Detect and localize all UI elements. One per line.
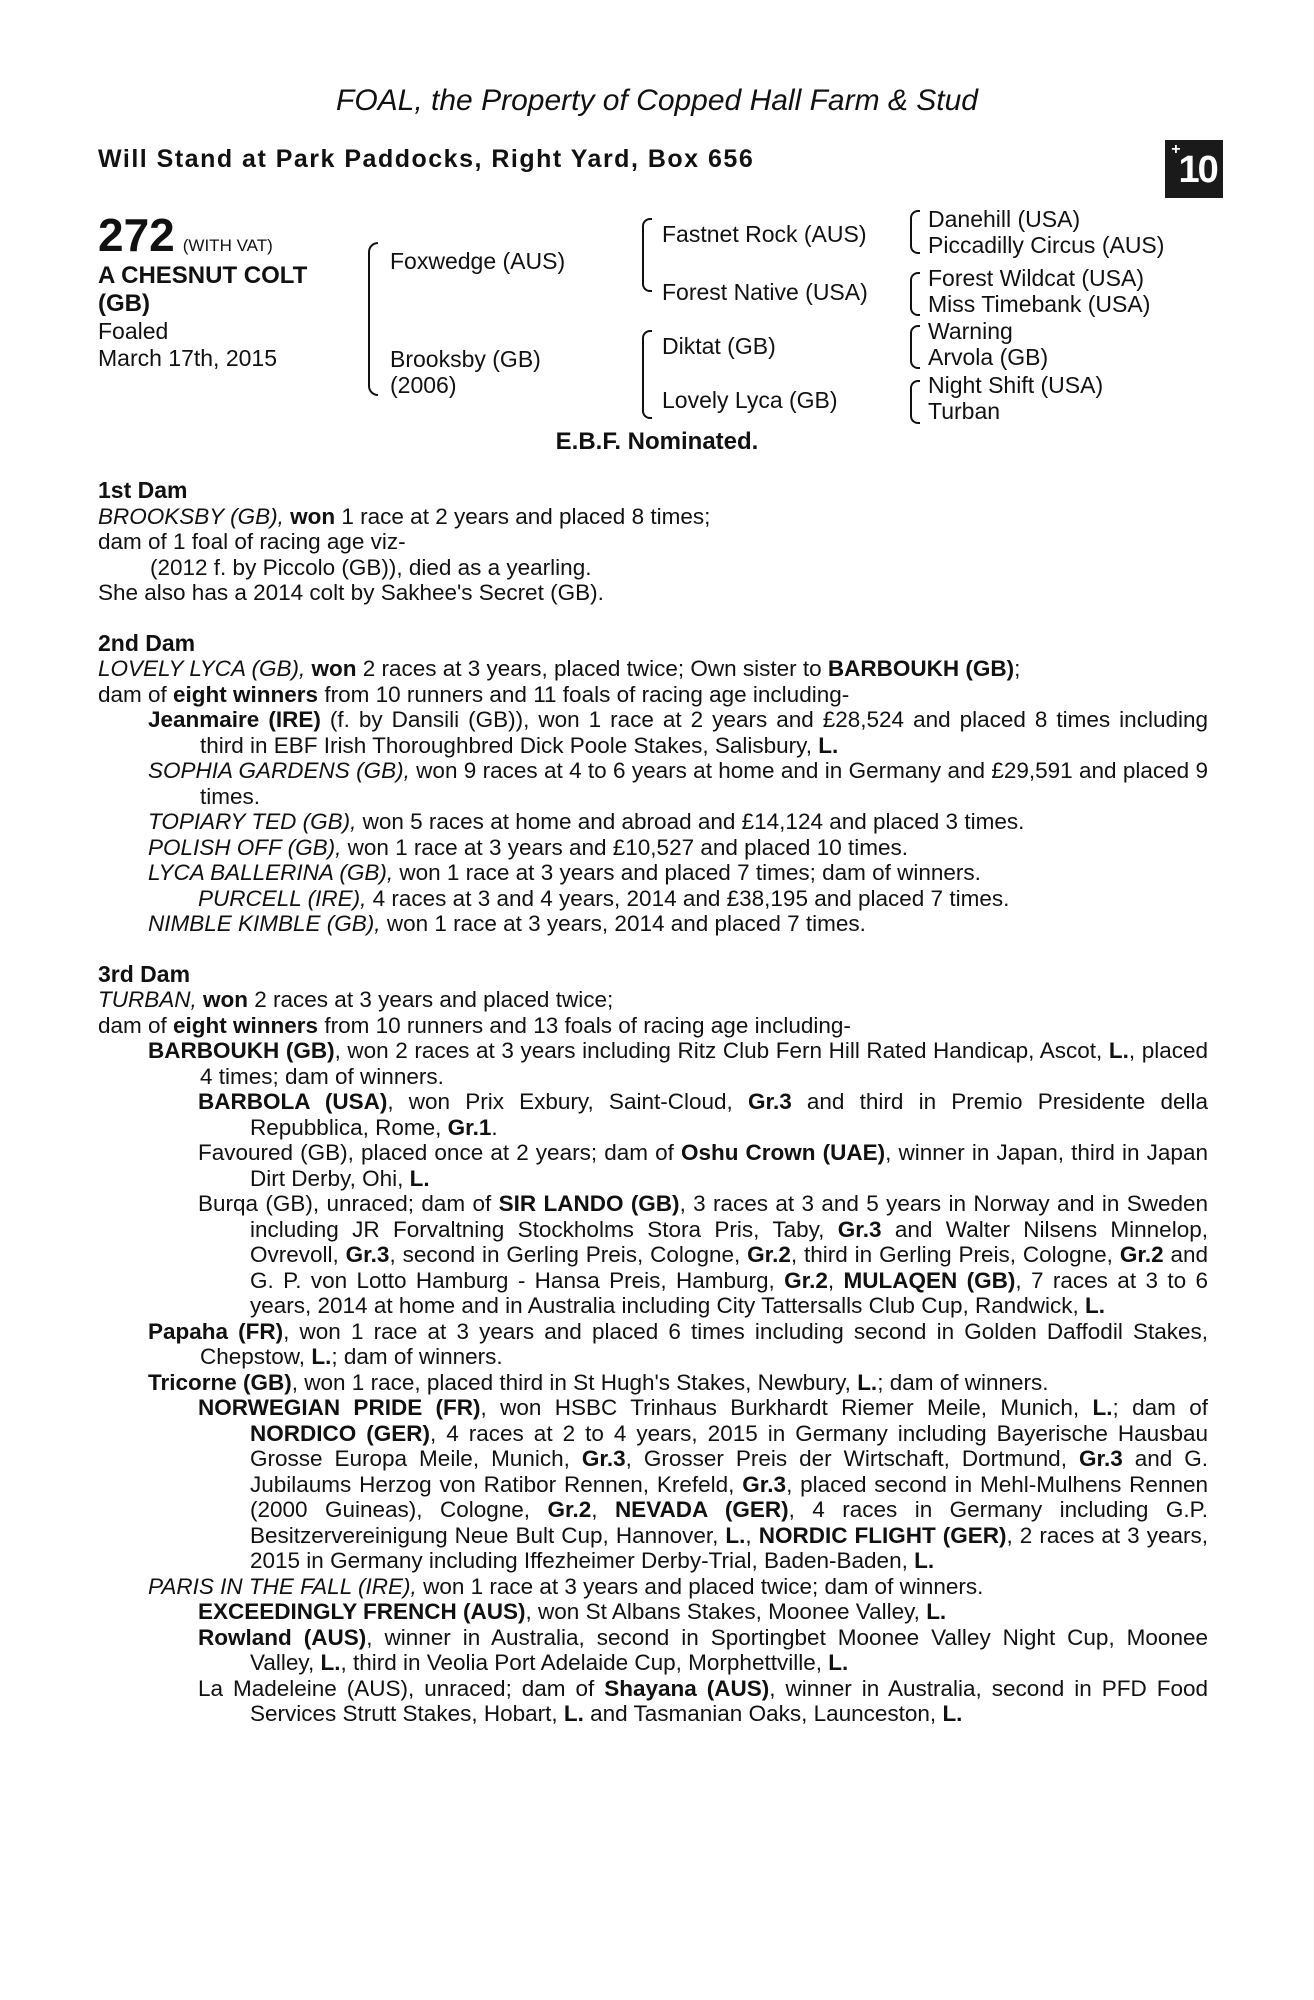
produce-entry: POLISH OFF (GB), won 1 race at 3 years and £10,527 and placed 10 times. [148, 834, 908, 860]
page-title: FOAL, the Property of Copped Hall Farm & Stud [336, 84, 978, 117]
brace-sire-parents [642, 218, 652, 292]
produce-entry: EXCEEDINGLY FRENCH (AUS), won St Albans Stakes, Moonee Valley, L. [198, 1599, 947, 1624]
pedigree-sire-sire: Fastnet Rock (AUS) [662, 221, 867, 247]
produce-entry: NIMBLE KIMBLE (GB), won 1 race at 3 years, 2014 and placed 7 times. [148, 911, 866, 936]
colt-desc-line1: A CHESNUT COLT [98, 262, 308, 289]
stand-location: Will Stand at Park Paddocks, Right Yard, Box 656 [98, 145, 755, 173]
first-dam-note: She also has a 2014 colt by Sakhee's Secret (GB). [98, 580, 604, 605]
brace-sire-dam [368, 242, 378, 396]
second-dam-produce-intro: dam of eight winners from 10 runners and 11 foals of racing age including- [98, 681, 850, 707]
first-dam-heading: 1st Dam [98, 477, 188, 503]
produce-entry: La Madeleine (AUS), unraced; dam of Shayana (AUS), winner in Australia, second in PFD Food Services Strutt Stakes, Hobart, L. and Tasmanian Oaks, Launceston, L. [198, 1675, 1209, 1726]
pedigree-dam: Brooksby (GB) [390, 346, 541, 372]
pedigree-ssd: Piccadilly Circus (AUS) [928, 232, 1165, 258]
third-dam-line: TURBAN, won 2 races at 3 years and placed twice; [98, 987, 614, 1012]
produce-entry: NORWEGIAN PRIDE (FR), won HSBC Trinhaus Burkhardt Riemer Meile, Munich, L.; dam of NORDICO (GER), 4 races at 2 to 4 years, 2015 in Germany including Bayerische Hausbau Grosse Europa Meile, Munich, Gr.3, Grosser Preis der Wirtschaft, Dortmund, Gr.3 and G. Jubilaums Herzog von Ratibor Rennen, Krefeld, Gr.3, placed second in Mehl-Mulhens Rennen (2000 Guineas), Cologne, Gr.2, NEVADA (GER), 4 races in Germany including G.P. Besitzervereinigung Neue Bult Cup, Hannover, L., NORDIC FLIGHT (GER), 2 races at 3 years, 2015 in Germany including Iffezheimer Derby-Trial, Baden-Baden, L. [198, 1395, 1209, 1573]
produce-entry: Tricorne (GB), won 1 race, placed third in St Hugh's Stakes, Newbury, L.; dam of winners. [148, 1369, 1049, 1395]
lot-badge [1165, 140, 1223, 198]
produce-entry: PARIS IN THE FALL (IRE), won 1 race at 3 years and placed twice; dam of winners. [148, 1573, 984, 1599]
produce-entry: Rowland (AUS), winner in Australia, second in Sportingbet Moonee Valley Night Cup, Moonee Valley, L., third in Veolia Port Adelaide Cup, Morphettville, L. [198, 1624, 1208, 1675]
brace-dam-parents [642, 330, 652, 419]
lot-number-block [98, 208, 273, 262]
pedigree-dam-dam: Lovely Lyca (GB) [662, 387, 838, 413]
pedigree-sire: Foxwedge (AUS) [390, 248, 566, 274]
colt-desc-line2: (GB) [98, 290, 150, 317]
produce-entry: BARBOUKH (GB), won 2 races at 3 years including Ritz Club Fern Hill Rated Handicap, Ascot, L., placed 4 times; dam of winners. [148, 1038, 1208, 1089]
foaled-date: March 17th, 2015 [98, 345, 278, 371]
foaled-info [98, 318, 277, 372]
second-dam-line: LOVELY LYCA (GB), won 2 races at 3 years, placed twice; Own sister to BARBOUKH (GB); [98, 656, 1021, 681]
third-dam-produce-intro: dam of eight winners from 10 runners and 13 foals of racing age including- [98, 1012, 851, 1038]
catalogue-body [98, 478, 1208, 1727]
foaled-label: Foaled [98, 318, 169, 344]
brace-ss [910, 210, 920, 254]
brace-sd [910, 272, 920, 316]
brace-ds [910, 325, 920, 369]
produce-entry: PURCELL (IRE), 4 races at 3 and 4 years, 2014 and £38,195 and placed 7 times. [198, 885, 1010, 911]
first-dam-produce-intro: dam of 1 foal of racing age viz- [98, 529, 406, 554]
pedigree-dam-year: (2006) [390, 372, 457, 398]
colt-description [98, 262, 307, 318]
produce-entry: Burqa (GB), unraced; dam of SIR LANDO (GB), 3 races at 3 and 5 years in Norway and in Sweden including JR Forvaltning Stockholms Stora Pris, Taby, Gr.3 and Walter Nilsens Minnelop, Ovrevoll, Gr.3, second in Gerling Preis, Cologne, Gr.2, third in Gerling Preis, Cologne, Gr.2 and G. P. von Lotto Hamburg - Hansa Preis, Hamburg, Gr.2, MULAQEN (GB), 7 races at 3 to 6 years, 2014 at home and in Australia including City Tattersalls Club Cup, Randwick, L. [198, 1191, 1209, 1318]
pedigree-sds: Forest Wildcat (USA) [928, 265, 1144, 291]
produce-entry: Papaha (FR), won 1 race at 3 years and placed 6 times including second in Golden Daffodil Stakes, Chepstow, L.; dam of winners. [148, 1318, 1208, 1369]
pedigree-dsd: Arvola (GB) [928, 344, 1049, 370]
vat-note: (WITH VAT) [182, 236, 273, 255]
first-dam-line: BROOKSBY (GB), won 1 race at 2 years and placed 8 times; [98, 503, 711, 529]
pedigree-sss: Danehill (USA) [928, 206, 1081, 232]
badge-mark: + [1171, 141, 1179, 158]
produce-entry: BARBOLA (USA), won Prix Exbury, Saint-Cloud, Gr.3 and third in Premio Presidente della Repubblica, Rome, Gr.1. [198, 1089, 1208, 1140]
lot-number: 272 [98, 209, 175, 261]
first-dam-produce-item: (2012 f. by Piccolo (GB)), died as a yearling. [150, 554, 592, 580]
second-dam-heading: 2nd Dam [98, 629, 196, 656]
produce-entry: Favoured (GB), placed once at 2 years; dam of Oshu Crown (UAE), winner in Japan, third in Japan Dirt Derby, Ohi, L. [198, 1140, 1208, 1191]
badge-number: 10 [1178, 149, 1217, 191]
produce-entry: Jeanmaire (IRE) (f. by Dansili (GB)), won 1 race at 2 years and £28,524 and placed 8 times including third in EBF Irish Thoroughbred Dick Poole Stakes, Salisbury, L. [148, 707, 1208, 758]
pedigree-sire-dam: Forest Native (USA) [662, 279, 868, 305]
ebf-nominated: E.B.F. Nominated. [555, 428, 759, 455]
brace-dd [910, 380, 920, 424]
third-dam-heading: 3rd Dam [98, 960, 191, 987]
pedigree-dss: Warning [928, 318, 1013, 344]
produce-entry: LYCA BALLERINA (GB), won 1 race at 3 years and placed 7 times; dam of winners. [148, 860, 981, 885]
pedigree-dam-sire: Diktat (GB) [662, 333, 776, 359]
produce-entry: TOPIARY TED (GB), won 5 races at home and abroad and £14,124 and placed 3 times. [148, 809, 1025, 834]
pedigree-ddd: Turban [928, 398, 1001, 424]
pedigree-sdd: Miss Timebank (USA) [928, 291, 1151, 317]
produce-entry: SOPHIA GARDENS (GB), won 9 races at 4 to 6 years at home and in Germany and £29,591 and placed 9 times. [148, 758, 1208, 809]
pedigree-dds: Night Shift (USA) [928, 372, 1104, 398]
